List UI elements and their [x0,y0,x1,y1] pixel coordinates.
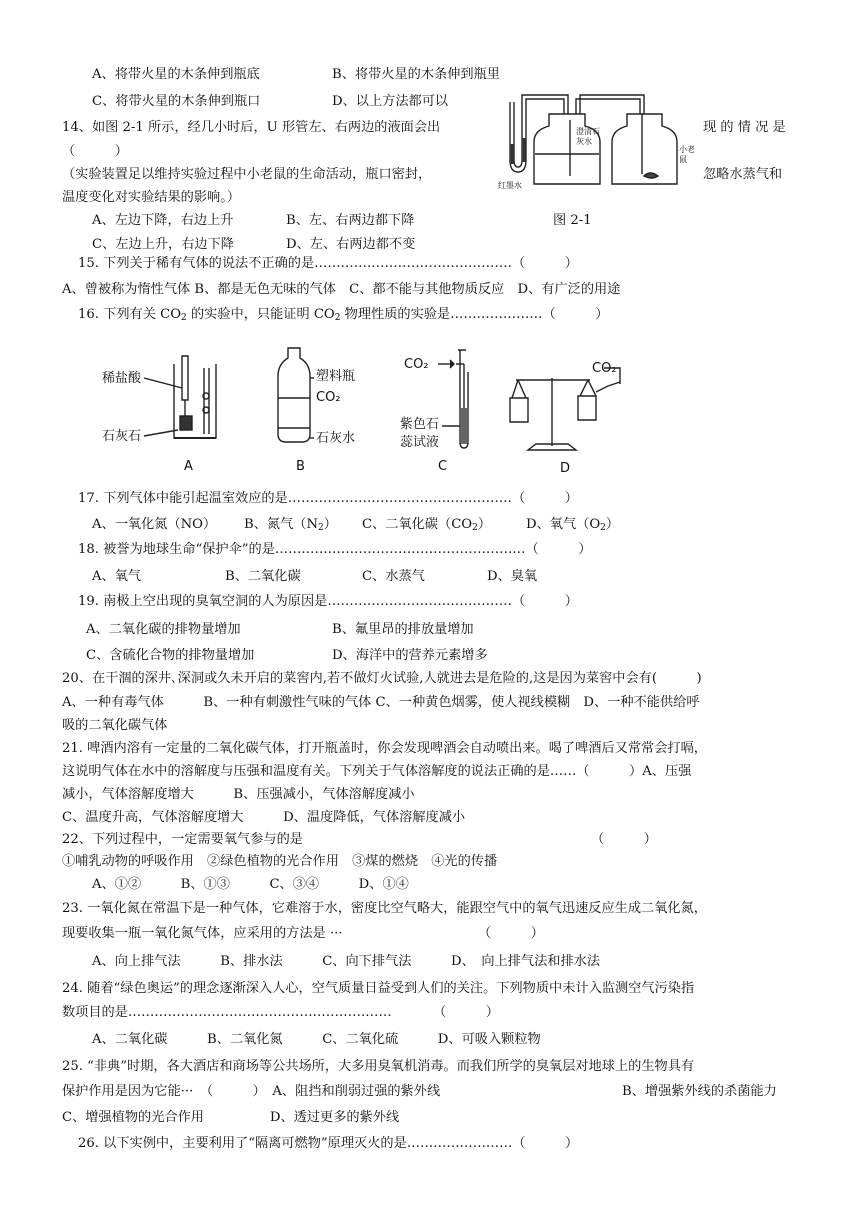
q20-line2: A、一种有毒气体 B、一种有刺激性气味的气体 C、一种黄色烟雾，使人视线模糊 D、一种不能供给呼 [62,695,700,710]
q17-option-d: D、氧气$(O_2)$ [526,517,620,533]
fig-b-co2-label: CO₂ [316,390,341,405]
q23-line1: 23. 一氧化氮在常温下是一种气体，它难溶于水，密度比空气略大，能跟空气中的氧气迅速反应生成二氧化氮， [62,901,707,916]
q16-experiment-figures [96,338,636,478]
q24-line2: 数项目的是…………………………………………………… [62,1005,392,1020]
q24-options: A、二氧化碳 B、二氧化氮 C、二氧化硫 D、可吸入颗粒物 [92,1032,541,1047]
q24-answer-paren: （ ） [433,1005,499,1020]
q21-line1: 21. 啤酒内溶有一定量的二氧化碳气体，打开瓶盖时，你会发现啤酒会自动喷出来。喝了啤酒后又常常会打嗝， [62,741,707,756]
q14-stem-continued: 现 的 情 况 是 [703,120,786,135]
q23-options: A、向上排气法 B、排水法 C、向下排气法 D、 向上排气法和排水法 [92,954,601,969]
q14-option-c: C、左边上升，右边下降 [92,237,234,252]
q21-line2: 这说明气体在水中的溶解度与压强和温度有关。下列关于气体溶解度的说法正确的是……（ ）A、压强 [62,764,692,779]
fig-b-letter: B [296,459,305,474]
figure-2-1-apparatus [494,92,700,192]
q14-option-a: A、左边下降，右边上升 [92,213,234,228]
q14-answer-paren: （ ） [62,144,128,159]
q13-option-c: C、将带火星的木条伸到瓶口 [92,94,261,109]
q17-option-a: A、一氧化氮（NO） [92,517,217,532]
q14-note-line2: 温度变化对实验结果的影响。） [62,190,241,205]
q14-figure-caption: 图 2-1 [553,213,592,228]
q22-options: A、①② B、①③ C、③④ D、①④ [92,877,409,892]
q23-answer-paren: （ ） [478,926,544,941]
q19-option-d: D、海洋中的营养元素增多 [332,648,488,663]
q21-line4: C、温度升高，气体溶解度增大 D、温度降低，气体溶解度减小 [62,810,466,825]
q18-option-c: C、水蒸气 [362,569,425,584]
q13-option-a: A、将带火星的木条伸到瓶底 [92,67,260,82]
q16-stem: 16. 下列有关 $CO_2$ 的实验中，只能证明 $CO_2$ 物理性质的实验是…………………（ ） [78,307,609,323]
q18-option-d: D、臭氧 [487,569,538,584]
q19-option-c: C、含硫化合物的排物量增加 [86,648,255,663]
q14-option-b: B、左、右两边都下降 [286,213,415,228]
q25-line2: 保护作用是因为它能··· （ ） A、阻挡和削弱过强的紫外线 [62,1084,441,1099]
q26-stem: 26. 以下实例中，主要利用了“隔离可燃物”原理灭火的是……………………（ ） [78,1136,579,1151]
q24-line1: 24. 随着“绿色奥运”的理念逐渐深入人心，空气质量日益受到人们的关注。下列物质中未计入监测空气污染指 [62,981,695,996]
fig-label-mouse-1: 小老 [679,145,695,154]
fig-b-water-label: 石灰水 [316,431,356,446]
q15-options: A、曾被称为惰性气体 B、都是无色无味的气体 C、都不能与其他物质反应 D、有广泛的用途 [62,282,621,297]
q13-option-b: B、将带火星的木条伸到瓶里 [332,67,500,82]
q23-line2: 现要收集一瓶一氧化氮气体，应采用的方法是 ··· [62,926,343,941]
fig-label-limewater-2: 灰水 [576,137,592,146]
q22-items: ①哺乳动物的呼吸作用 ②绿色植物的光合作用 ③煤的燃烧 ④光的传播 [62,854,498,869]
fig-a-acid-label: 稀盐酸 [102,371,142,386]
q20-line1: 20、在干涸的深井､深洞或久未开启的菜窖内,若不做灯火试验,人就进去是危险的,这是因为菜窖中会有( ) [62,671,702,686]
q19-stem: 19. 南极上空出现的臭氧空洞的人为原因是……………………………………（ ） [78,594,578,609]
fig-a-letter: A [184,459,193,474]
fig-c-letter: C [438,459,448,474]
q22-stem: 22、下列过程中，一定需要氧气参与的是 [62,832,303,847]
q19-option-b: B、氟里昂的排放量增加 [332,622,474,637]
q13-option-d: D、以上方法都可以 [332,94,449,109]
q22-answer-paren: （ ） [591,832,657,847]
fig-d-co2-label: CO₂ [592,361,617,376]
q18-option-b: B、二氧化碳 [225,569,301,584]
q17-stem: 17. 下列气体中能引起温室效应的是……………………………………………（ ） [78,491,578,506]
fig-label-mouse-2: 鼠 [679,155,687,164]
fig-label-red-ink: 红墨水 [498,181,522,190]
q21-line3: 减小，气体溶解度增大 B、压强减小，气体溶解度减小 [62,787,415,802]
q14-note-continued: 忽略水蒸气和 [703,167,783,182]
q18-stem: 18. 被誉为地球生命“保护伞”的是…………………………………………………（ ） [78,542,592,557]
fig-c-litmus-1: 紫色石 [400,417,440,432]
q14-option-d: D、左、右两边都不变 [286,237,416,252]
fig-a-stone-label: 石灰石 [102,429,142,444]
q14-note: （实验装置足以维持实验过程中小老鼠的生命活动，瓶口密封， [62,167,432,182]
q14-stem: 14、如图 2-1 所示，经几小时后，U 形管左、右两边的液面会出 [62,120,441,135]
q25-line1: 25. “非典”时期，各大酒店和商场等公共场所，大多用臭氧机消毒。而我们所学的臭氧层对地球上的生物具有 [62,1059,695,1074]
q15-stem: 15. 下列关于稀有气体的说法不正确的是………………………………………（ ） [78,256,578,271]
q17-option-c: C、二氧化碳$(CO_2)$ [362,517,492,533]
q25-line3: C、增强植物的光合作用 D、透过更多的紫外线 [62,1110,400,1125]
q19-option-a: A、二氧化碳的排物量增加 [86,622,241,637]
fig-label-limewater-1: 澄清石 [576,127,600,136]
q18-option-a: A、氧气 [92,569,142,584]
fig-c-co2-label: CO₂ [404,357,429,372]
q25-option-b: B、增强紫外线的杀菌能力 [622,1084,777,1099]
q20-line3: 吸的二氧化碳气体 [62,718,168,733]
fig-c-litmus-2: 蕊试液 [400,435,440,450]
q17-option-b: B、氮气$(N_2)$ [244,517,337,533]
fig-d-letter: D [560,461,571,476]
fig-b-bottle-label: 塑料瓶 [316,369,356,384]
